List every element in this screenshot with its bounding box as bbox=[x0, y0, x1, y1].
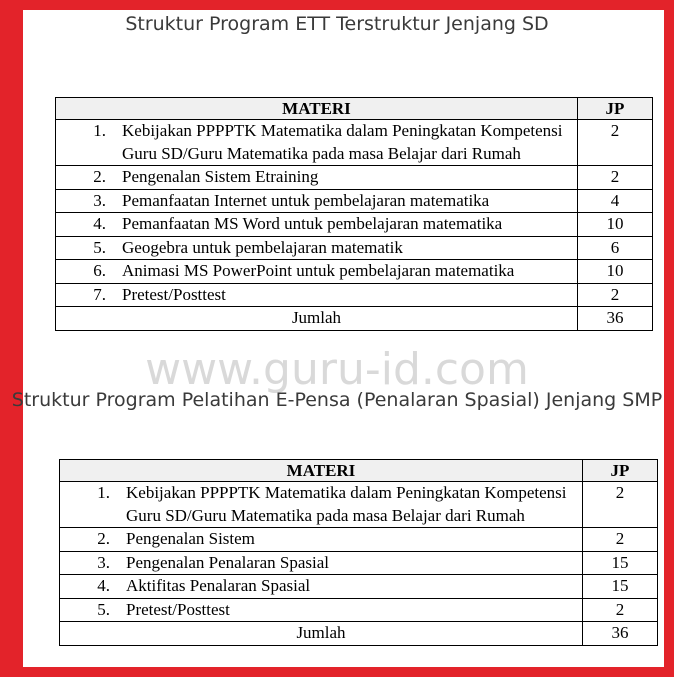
header-jp: JP bbox=[583, 460, 658, 482]
table-row bbox=[56, 283, 653, 307]
jp-cell: 6 bbox=[578, 236, 653, 260]
row-number: 4. bbox=[93, 214, 106, 233]
row-number: 7. bbox=[93, 284, 106, 304]
materi-cell bbox=[60, 598, 583, 622]
table-row bbox=[56, 260, 653, 284]
total-label: Jumlah bbox=[56, 307, 578, 331]
materi-text: Pretest/Posttest bbox=[122, 284, 226, 304]
row-number: 5. bbox=[93, 237, 106, 257]
table-header-row bbox=[56, 98, 653, 120]
total-row bbox=[60, 622, 658, 646]
jp-cell: 2 bbox=[583, 598, 658, 622]
row-number: 6. bbox=[93, 261, 106, 280]
row-number: 3. bbox=[97, 552, 110, 572]
materi-text: Pretest/Posttest bbox=[126, 599, 230, 619]
header-materi: MATERI bbox=[60, 460, 583, 482]
table-row bbox=[60, 482, 658, 528]
section-smp-title: Struktur Program Pelatihan E-Pensa (Penalaran Spasial) Jenjang SMP bbox=[11, 389, 663, 411]
table-row bbox=[56, 236, 653, 260]
table-row bbox=[56, 189, 653, 213]
row-number: 4. bbox=[97, 576, 110, 595]
row-number: 1. bbox=[93, 121, 106, 140]
row-number: 3. bbox=[93, 190, 106, 210]
materi-text: Pengenalan Sistem Etraining bbox=[122, 167, 319, 186]
jp-cell: 15 bbox=[583, 551, 658, 575]
total-row bbox=[56, 307, 653, 331]
table-row bbox=[60, 598, 658, 622]
jp-cell: 4 bbox=[578, 189, 653, 213]
table-sd bbox=[55, 97, 653, 331]
materi-text: Pemanfaatan Internet untuk pembelajaran matematika bbox=[122, 190, 490, 210]
row-number: 5. bbox=[97, 599, 110, 619]
materi-cell bbox=[60, 551, 583, 575]
total-jp: 36 bbox=[583, 622, 658, 646]
materi-cell bbox=[60, 528, 583, 552]
watermark: www.guru-id.com bbox=[145, 344, 529, 395]
jp-cell: 2 bbox=[578, 166, 653, 190]
materi-text: Pemanfaatan MS Word untuk pembelajaran matematika bbox=[122, 214, 503, 233]
materi-cell bbox=[56, 213, 578, 237]
materi-cell bbox=[60, 575, 583, 599]
materi-cell bbox=[56, 120, 578, 166]
table-smp bbox=[59, 459, 658, 646]
materi-cell bbox=[56, 189, 578, 213]
table-row bbox=[60, 575, 658, 599]
materi-text: Pengenalan Penalaran Spasial bbox=[126, 552, 329, 572]
materi-cell bbox=[56, 283, 578, 307]
header-jp: JP bbox=[578, 98, 653, 120]
materi-cell bbox=[56, 236, 578, 260]
jp-cell: 10 bbox=[578, 213, 653, 237]
jp-cell: 10 bbox=[578, 260, 653, 284]
materi-text: Pengenalan Sistem bbox=[126, 529, 255, 548]
jp-cell: 2 bbox=[578, 120, 653, 166]
jp-cell: 2 bbox=[578, 283, 653, 307]
materi-cell bbox=[56, 260, 578, 284]
header-materi: MATERI bbox=[56, 98, 578, 120]
materi-text: Kebijakan PPPPTK Matematika dalam Peningkatan Kompetensi Guru SD/Guru Matematika pada masa Belajar dari Rumah bbox=[122, 121, 563, 163]
total-label: Jumlah bbox=[60, 622, 583, 646]
table-row bbox=[56, 213, 653, 237]
table-header-row bbox=[60, 460, 658, 482]
section-sd-title: Struktur Program ETT Terstruktur Jenjang SD bbox=[125, 13, 549, 35]
materi-cell bbox=[56, 166, 578, 190]
materi-cell bbox=[60, 482, 583, 528]
table-row bbox=[60, 528, 658, 552]
table-row bbox=[56, 120, 653, 166]
row-number: 1. bbox=[97, 483, 110, 502]
row-number: 2. bbox=[97, 529, 110, 548]
materi-text: Animasi MS PowerPoint untuk pembelajaran matematika bbox=[122, 261, 515, 280]
materi-text: Kebijakan PPPPTK Matematika dalam Peningkatan Kompetensi Guru SD/Guru Matematika pada masa Belajar dari Rumah bbox=[126, 483, 567, 525]
table-row bbox=[60, 551, 658, 575]
total-jp: 36 bbox=[578, 307, 653, 331]
jp-cell: 2 bbox=[583, 482, 658, 528]
jp-cell: 15 bbox=[583, 575, 658, 599]
jp-cell: 2 bbox=[583, 528, 658, 552]
materi-text: Aktifitas Penalaran Spasial bbox=[126, 576, 311, 595]
row-number: 2. bbox=[93, 167, 106, 186]
table-row bbox=[56, 166, 653, 190]
materi-text: Geogebra untuk pembelajaran matematik bbox=[122, 237, 403, 257]
